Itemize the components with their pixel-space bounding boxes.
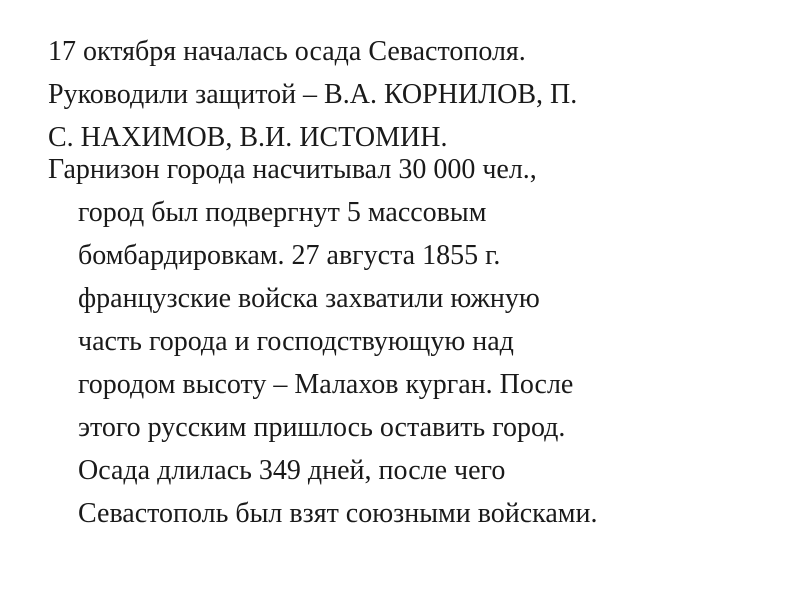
body-line-4: французские войска захватили южную (78, 283, 540, 314)
body-line-7: этого русским пришлось оставить город. (78, 412, 566, 443)
heading-line-1: 17 октября началась осада Севастополя. (48, 36, 526, 67)
body-line-3: бомбардировкам. 27 августа 1855 г. (78, 240, 501, 271)
body-line-6: городом высоту – Малахов курган. После (78, 369, 574, 400)
body-line-5: часть города и господствующую над (78, 326, 514, 357)
body-line-9: Севастополь был взят союзными войсками. (78, 498, 598, 529)
heading-text (48, 30, 768, 159)
body-line-1: Гарнизон города насчитывал 30 000 чел., (48, 154, 537, 185)
body-line-8: Осада длилась 349 дней, после чего (78, 455, 506, 486)
heading-line-3: С. НАХИМОВ, В.И. ИСТОМИН. (48, 122, 448, 153)
body-line-2: город был подвергнут 5 массовым (78, 197, 487, 228)
heading-line-2: Руководили защитой – В.А. КОРНИЛОВ, П. (48, 79, 578, 110)
body-paragraph (48, 148, 768, 535)
